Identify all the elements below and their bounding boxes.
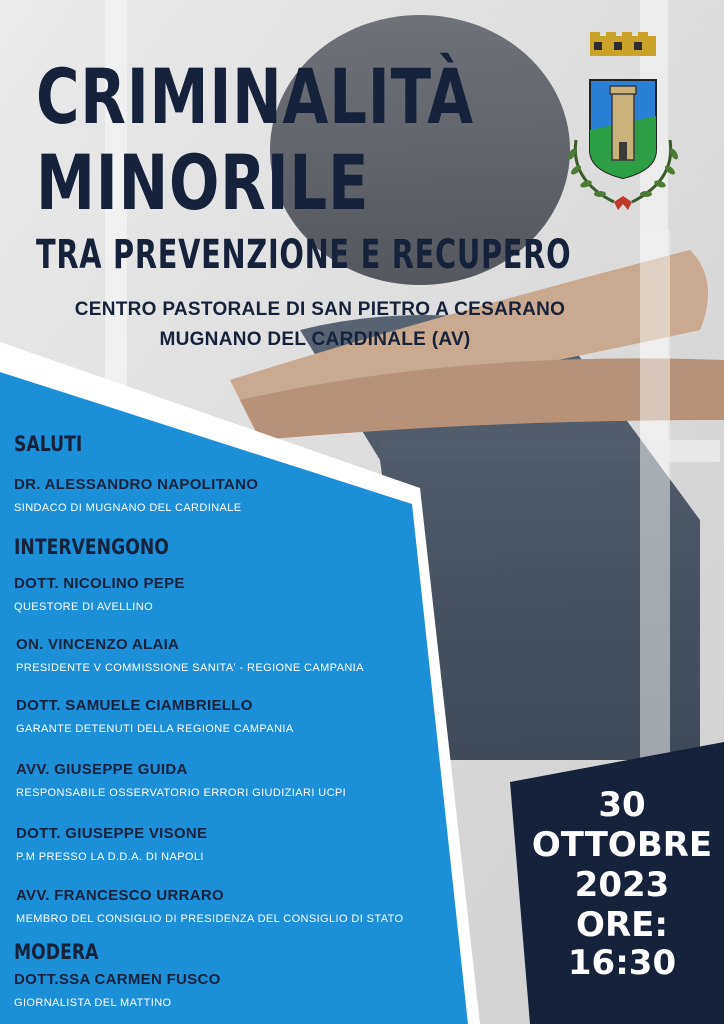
speaker-name-3: ON. VINCENZO ALAIA [16, 636, 180, 653]
speaker-role-7: MEMBRO DEL CONSIGLIO DI PRESIDENZA DEL CONSIGLIO DI STATO [16, 913, 404, 925]
speaker-role-4: GARANTE DETENUTI DELLA REGIONE CAMPANIA [16, 723, 294, 735]
event-year: 2023 [574, 865, 670, 905]
event-title-line1: CRIMINALITÀ [36, 52, 474, 141]
speaker-name-7: AVV. FRANCESCO URRARO [16, 887, 224, 904]
speaker-name-6: DOTT. GIUSEPPE VISONE [16, 825, 208, 842]
speaker-name-4: DOTT. SAMUELE CIAMBRIELLO [16, 697, 253, 714]
section-heading-saluti: SALUTI [14, 432, 83, 456]
speaker-role-1: SINDACO DI MUGNANO DEL CARDINALE [14, 502, 242, 514]
speaker-name-5: AVV. GIUSEPPE GUIDA [16, 761, 188, 778]
section-heading-modera: MODERA [14, 940, 99, 964]
speaker-role-6: P.M PRESSO LA D.D.A. DI NAPOLI [16, 851, 204, 863]
speaker-name-1: DR. ALESSANDRO NAPOLITANO [14, 476, 259, 493]
speaker-role-5: RESPONSABILE OSSERVATORIO ERRORI GIUDIZIARI UCPI [16, 787, 347, 799]
section-heading-intervengono: INTERVENGONO [14, 535, 169, 559]
speaker-role-8: GIORNALISTA DEL MATTINO [14, 997, 172, 1009]
speaker-role-2: QUESTORE DI AVELLINO [14, 601, 154, 613]
speaker-name-8: DOTT.SSA CARMEN FUSCO [14, 971, 221, 988]
venue-line2: MUGNANO DEL CARDINALE (AV) [159, 329, 471, 350]
speaker-name-2: DOTT. NICOLINO PEPE [14, 575, 185, 592]
event-title-line2: MINORILE [36, 138, 370, 227]
event-subtitle: TRA PREVENZIONE E RECUPERO [36, 232, 572, 278]
event-time: ORE: 16:30 [567, 905, 677, 983]
event-month: OTTOBRE [531, 825, 713, 865]
venue-line1: CENTRO PASTORALE DI SAN PIETRO A CESARANO [74, 299, 566, 320]
event-day: 30 [598, 785, 646, 825]
speaker-role-3: PRESIDENTE V COMMISSIONE SANITA' - REGIONE CAMPANIA [16, 662, 364, 674]
